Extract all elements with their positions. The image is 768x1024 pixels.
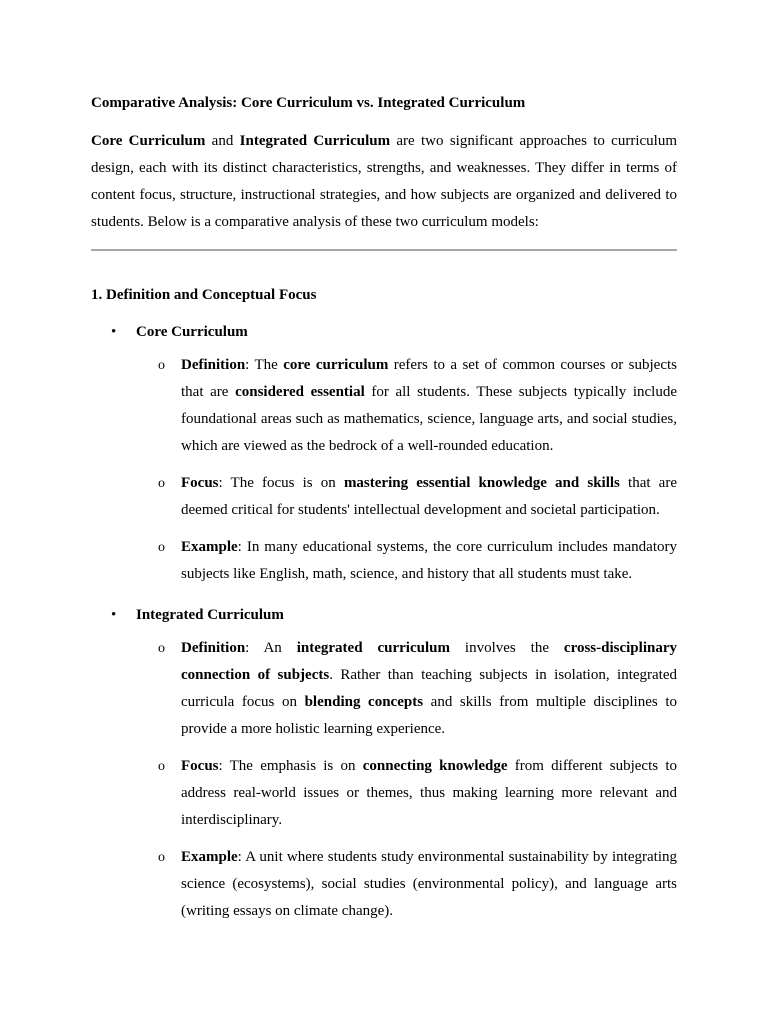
list-item-core-curriculum — [91, 322, 677, 588]
core-focus-bold-1: mastering essential knowledge and skills — [343, 475, 620, 491]
sub-bullet-icon: o — [158, 759, 165, 774]
integrated-definition-text-2: involves the — [449, 640, 564, 656]
integrated-definition-label: Definition — [181, 640, 246, 656]
integrated-example-text-1: : A unit where students study environmental sustainability by integrating science (ecosystems), social studies (environmental policy), and language arts (writing essays on climate change). — [181, 849, 677, 919]
integrated-focus-label: Focus — [181, 758, 219, 774]
core-definition-bold-1: core curriculum — [283, 357, 389, 373]
core-curriculum-label: Core Curriculum — [136, 324, 248, 340]
sub-bullet-icon: o — [158, 641, 165, 656]
integrated-definition-bold-1: integrated curriculum — [296, 640, 450, 656]
horizontal-divider — [91, 249, 677, 251]
core-definition-label: Definition — [181, 357, 246, 373]
sub-bullet-icon: o — [158, 540, 165, 555]
integrated-sublist — [136, 635, 677, 925]
integrated-focus-text-1: : The emphasis is on — [218, 758, 363, 774]
intro-paragraph — [91, 128, 677, 236]
core-example-label: Example — [181, 539, 238, 555]
integrated-definition-text-1: : An — [245, 640, 297, 656]
integrated-definition-bold-3: blending concepts — [304, 694, 424, 710]
sub-bullet-icon: o — [158, 850, 165, 865]
integrated-focus-text-2: from different subjects to address real-world issues or themes, thus making learning more relevant and interdisciplinary. — [181, 758, 677, 828]
sub-bullet-icon: o — [158, 358, 165, 373]
list-item-integrated-curriculum — [91, 605, 677, 925]
bullet-icon: • — [111, 607, 117, 623]
list-item-core-focus — [136, 470, 677, 524]
intro-rest: are two significant approaches to curriculum design, each with its distinct characteristics, strengths, and weaknesses. They differ in terms of content focus, structure, instructional strategies, and how subjects are organized and delivered to students. Below is a comparative analysis of these two curriculum models: — [91, 133, 677, 230]
list-item-core-example — [136, 534, 677, 588]
bullet-icon: • — [111, 324, 117, 340]
list-item-integrated-example — [136, 844, 677, 925]
core-definition-text-3: for all students. These subjects typically include foundational areas such as mathematics, science, language arts, and social studies, which are viewed as the bedrock of a well-rounded education. — [181, 384, 678, 454]
curriculum-list — [91, 322, 677, 925]
list-item-integrated-focus — [136, 753, 677, 834]
list-item-core-definition — [136, 352, 677, 460]
core-definition-text-2: refers to a set of common courses or subjects that are — [181, 357, 678, 400]
integrated-definition-bold-2: cross-disciplinary connection of subjects — [181, 640, 677, 683]
core-definition-text-1: : The — [245, 357, 284, 373]
core-sublist — [136, 352, 677, 588]
section-heading: 1. Definition and Conceptual Focus — [91, 287, 317, 303]
integrated-curriculum-label: Integrated Curriculum — [136, 607, 284, 623]
sub-bullet-icon: o — [158, 476, 165, 491]
core-example-text-1: : In many educational systems, the core curriculum includes mandatory subjects like English, math, science, and history that all students must take. — [181, 539, 677, 582]
list-item-integrated-definition — [136, 635, 677, 743]
integrated-definition-text-3: . Rather than teaching subjects in isolation, integrated curricula focus on — [181, 667, 677, 710]
integrated-example-label: Example — [181, 849, 238, 865]
intro-term-core: Core Curriculum — [91, 133, 206, 149]
integrated-definition-text-4: and skills from multiple disciplines to provide a more holistic learning experience. — [181, 694, 677, 737]
intro-and: and — [205, 133, 240, 149]
core-definition-bold-2: considered essential — [235, 384, 365, 400]
document-title: Comparative Analysis: Core Curriculum vs. Integrated Curriculum — [91, 95, 526, 111]
integrated-focus-bold-1: connecting knowledge — [362, 758, 508, 774]
core-focus-text-2: that are deemed critical for students' intellectual development and societal participation. — [181, 475, 677, 518]
intro-term-integrated: Integrated Curriculum — [239, 133, 391, 149]
core-focus-text-1: : The focus is on — [218, 475, 344, 491]
core-focus-label: Focus — [181, 475, 219, 491]
document-page — [91, 93, 677, 925]
